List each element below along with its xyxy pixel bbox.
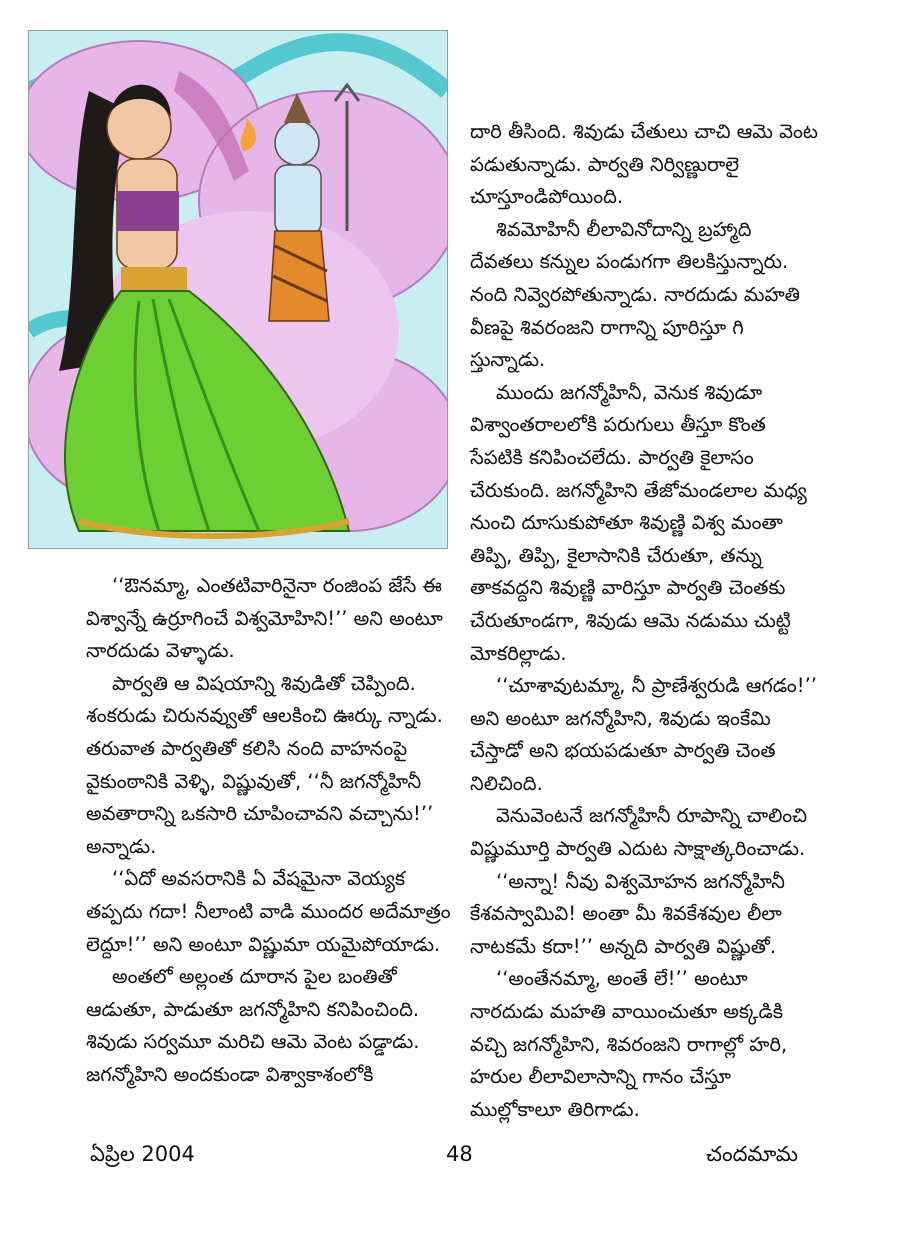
- footer-issue-date: ఏప్రిల 2004: [90, 1142, 195, 1166]
- paragraph: ‘‘అంతేనమ్మా, అంతే లే!’’ అంటూ నారదుడు మహతి వాయించుతూ అక్కడికి వచ్చి జగన్మోహిని, శివరంజని రాగాల్లో హరి, హరుల లీలావిలాసాన్ని గానం చేస్తూ ముల్లోకాలూ తిరిగాడు.: [470, 967, 788, 1121]
- paragraph: శివమోహినీ లీలావినోదాన్ని బ్రహ్మాది దేవతలు కన్నుల పండుగగా తిలకిస్తున్నారు. నంది నివ్వెరపోతున్నాడు. నారదుడు మహతి వీణపై శివరంజని రాగాన్ని పూరిస్తూ గి స్తున్నాడు.: [470, 217, 800, 372]
- paragraph: దారి తీసింది. శివుడు చేతులు చాచి ఆమె వెంట పడుతున్నాడు. పార్వతి నిర్విణ్ణురాలై చూస్తూండిపోయింది.: [470, 120, 818, 209]
- paragraph: ముందు జగన్మోహినీ, వెనుక శివుడూ విశ్వాంతరాలలోకి పరుగులు తీస్తూ కొంత సేపటికి కనిపించలేదు. పార్వతి కైలాసం చేరుకుంది. జగన్మోహిని తేజోమండలాల మధ్య నుంచి దూసుకుపోతూ శివుణ్ణి విశ్వ మంతా తిప్పి, తిప్పి, కైలాసానికి చేరుతూ, తన్ను తాకవద్దని శివుణ్ణి వారిస్తూ పార్వతి చెంతకు చేరుతూండగా, శివుడు ఆమె నడుము చుట్టి మోకరిల్లాడు.: [470, 380, 807, 665]
- paragraph: పార్వతి ఆ విషయాన్ని శివుడితో చెప్పింది. శంకరుడు చిరునవ్వుతో ఆలకించి ఊర్కు న్నాడు. తరువాత పార్వతితో కలిసి నంది వాహనంపై వైకుంఠానికి వెళ్ళి, విష్ణువుతో, ‘‘నీ జగన్మోహినీ అవతారాన్ని ఒకసారి చూపించావని వచ్చాను!’’ అన్నాడు.: [86, 671, 443, 858]
- paragraph: ‘‘అన్నా! నీవు విశ్వమోహన జగన్మోహినీ కేశవస్వామివి! అంతా మీ శివకేశవుల లీలా నాటకమే కదా!’’ అన్నది పార్వతి విష్ణుతో.: [470, 869, 785, 958]
- paragraph: అంతలో అల్లంత దూరాన పైల బంతితో ఆడుతూ, పాడుతూ జగన్మోహిని కనిపించింది. శివుడు సర్వమూ మరిచి ఆమె వెంట పడ్డాడు. జగన్మోహిని అందకుండా విశ్వాకాశంలోకి: [86, 965, 420, 1086]
- paragraph: ‘‘ఔనమ్మా, ఎంతటివారినైనా రంజింప జేసే ఈ విశ్వాన్నే ఉర్రూగించే విశ్వమోహిని!’’ అని అంటూ నారదుడు వెళ్ళాడు.: [86, 574, 443, 663]
- story-illustration: [28, 30, 448, 549]
- magazine-name: చందమామ: [706, 1142, 798, 1166]
- mohini-shiva-artwork: [29, 31, 447, 548]
- paragraph: ‘‘ఏదో అవసరానికి ఏ వేషమైనా వెయ్యక తప్పదు గదా! నీలాంటి వాడి ముందర అదేమాత్రం లెద్దూ!’’ అని అంటూ విష్ణుమా యమైపోయాడు.: [86, 867, 451, 956]
- paragraph: వెనువెంటనే జగన్మోహినీ రూపాన్ని చాలించి విష్ణుమూర్తి పార్వతి ఎదుట సాక్షాత్కరించాడు.: [470, 804, 808, 861]
- paragraph: ‘‘చూశావుటమ్మా, నీ ప్రాణేశ్వరుడి ఆగడం!’’ అని అంటూ జగన్మోహిని, శివుడు ఇంకేమి చేస్తాడో అని భయపడుతూ పార్వతి చెంత నిలిచింది.: [470, 674, 817, 795]
- left-text-column: [86, 570, 466, 1092]
- right-text-column: [470, 116, 820, 1126]
- page-number: 48: [446, 1142, 473, 1166]
